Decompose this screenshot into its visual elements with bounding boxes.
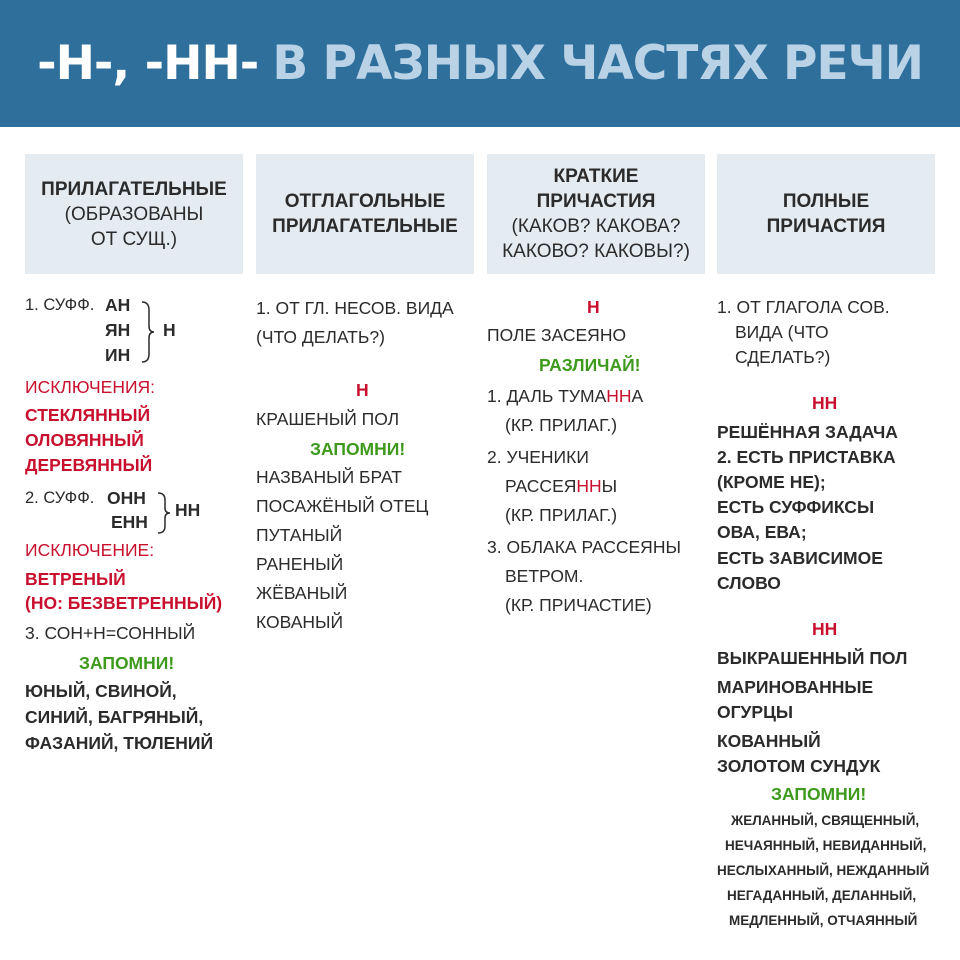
word-item: ЖЁВАНЫЙ — [256, 583, 348, 603]
item-2: 2. УЧЕНИКИ — [487, 447, 589, 467]
example: КОВАННЫЙ — [717, 731, 821, 751]
rule-line: СЛОВО — [717, 573, 781, 593]
item-note: (КР. ПРИЧАСТИЕ) — [505, 595, 652, 615]
rule-3: 3. СОН+Н=СОННЫЙ — [25, 623, 196, 643]
exception-label: ИСКЛЮЧЕНИЕ: — [25, 540, 155, 560]
letter-marker: Н — [356, 380, 369, 400]
exception-word: ВЕТРЕНЫЙ — [25, 569, 126, 589]
exception-note: (НО: БЕЗВЕТРЕННЫЙ) — [25, 593, 223, 613]
suffix-rule-label: 2. СУФФ. — [25, 489, 95, 507]
example: КРАШЕНЫЙ ПОЛ — [256, 409, 400, 429]
small-word-line: МЕДЛЕННЫЙ, ОТЧАЯННЫЙ — [729, 913, 918, 928]
suffix: ЯН — [105, 320, 131, 340]
highlight-nn: НН — [576, 476, 602, 496]
rule-line — [717, 471, 826, 493]
remember-label: ЗАПОМНИ! — [79, 653, 175, 673]
small-word-line: ЖЕЛАННЫЙ, СВЯЩЕННЫЙ, — [731, 813, 920, 828]
rule-text-bold: ОВА, ЕВА — [717, 522, 801, 542]
small-word-line: НЕСЛЫХАННЫЙ, НЕЖДАННЫЙ — [717, 863, 930, 878]
brace-icon — [139, 300, 155, 364]
rule-line: 1. ОТ ГЛ. НЕСОВ. ВИДА — [256, 298, 454, 318]
header-title: ПРИЛАГАТЕЛЬНЫЕ — [41, 178, 227, 200]
suffix: АН — [105, 295, 131, 315]
brace-icon — [155, 491, 171, 535]
header-title: ПРИЧАСТИЯ — [536, 191, 656, 212]
remember-label: ЗАПОМНИ! — [310, 439, 406, 459]
suffix: ОНН — [107, 488, 146, 508]
column-header — [256, 154, 474, 274]
suffix: ИН — [105, 345, 131, 365]
example: ПОЛЕ ЗАСЕЯНО — [487, 325, 627, 345]
rule-text: ; — [800, 522, 807, 542]
highlight-nn: НН — [606, 386, 632, 406]
exception-word: СТЕКЛЯННЫЙ — [25, 405, 151, 425]
rule-line: 2. ЕСТЬ ПРИСТАВКА — [717, 447, 896, 467]
item-text: А — [631, 386, 644, 406]
header-sub: (ОБРАЗОВАНЫ — [64, 203, 204, 225]
header-title: ПРИЛАГАТЕЛЬНЫЕ — [272, 216, 458, 237]
word-item: ПОСАЖЁНЫЙ ОТЕЦ — [256, 496, 429, 516]
item-1 — [487, 385, 643, 407]
item-text: 1. ДАЛЬ ТУМА — [487, 386, 607, 406]
column-header — [717, 154, 935, 274]
title-part1: -Н-, -НН- — [37, 36, 259, 91]
suffix-rule-label: 1. СУФФ. — [25, 296, 95, 314]
small-word-line: НЕЧАЯННЫЙ, НЕВИДАННЫЙ, — [725, 838, 927, 853]
small-word-line: НЕГАДАННЫЙ, ДЕЛАННЫЙ, — [727, 888, 917, 903]
example: ОГУРЦЫ — [717, 702, 794, 722]
item-3-line: ВЕТРОМ. — [505, 566, 584, 586]
word-item: РАНЕНЫЙ — [256, 554, 344, 574]
letter-marker: Н — [587, 297, 600, 317]
letter-marker: НН — [812, 393, 838, 413]
exception-word: ДЕРЕВЯННЫЙ — [25, 455, 153, 475]
word-line: ЮНЫЙ, СВИНОЙ, — [25, 681, 177, 701]
header-title: КРАТКИЕ — [553, 166, 639, 187]
exception-word: ОЛОВЯННЫЙ — [25, 430, 144, 450]
column-header — [487, 154, 705, 274]
example: ВЫКРАШЕННЫЙ ПОЛ — [717, 648, 908, 668]
header-question: (КАКОВ? КАКОВА? — [511, 216, 681, 237]
item-note: (КР. ПРИЛАГ.) — [505, 415, 618, 435]
header-title: ПОЛНЫЕ — [782, 191, 870, 212]
rule-text: (КРОМЕ — [717, 472, 790, 492]
example: ЗОЛОТОМ СУНДУК — [717, 756, 881, 776]
column-adjectives — [25, 154, 243, 753]
distinguish-label: РАЗЛИЧАЙ! — [539, 355, 641, 375]
suffix: ЕНН — [111, 512, 148, 532]
header-sub: ОТ СУЩ.) — [90, 228, 178, 250]
column-verbal-adjectives — [256, 154, 474, 632]
suffix-result: НН — [175, 500, 201, 520]
rule-line: (ЧТО ДЕЛАТЬ?) — [256, 327, 385, 347]
suffix-result: Н — [163, 320, 176, 340]
title-part2: В РАЗНЫХ ЧАСТЯХ РЕЧИ — [272, 36, 923, 91]
word-line: ФАЗАНИЙ, ТЮЛЕНИЙ — [25, 733, 214, 753]
item-3: 3. ОБЛАКА РАССЕЯНЫ — [487, 537, 681, 557]
rule-line: ЕСТЬ ЗАВИСИМОЕ — [717, 548, 883, 568]
word-line: СИНИЙ, БАГРЯНЫЙ, — [25, 707, 204, 727]
column-short-participles — [487, 154, 705, 615]
item-2-word — [505, 475, 617, 497]
word-item: ПУТАНЫЙ — [256, 525, 343, 545]
item-text: РАССЕЯ — [505, 476, 577, 496]
remember-label: ЗАПОМНИ! — [771, 784, 867, 804]
header-title: ОТГЛАГОЛЬНЫЕ — [284, 191, 446, 212]
word-item: КОВАНЫЙ — [256, 612, 344, 632]
item-note: (КР. ПРИЛАГ.) — [505, 505, 618, 525]
word-item: НАЗВАНЫЙ БРАТ — [256, 467, 402, 487]
exceptions-label: ИСКЛЮЧЕНИЯ: — [25, 377, 156, 397]
rule-text-bold: НЕ — [789, 472, 814, 492]
rule-text: ); — [814, 472, 826, 492]
header-title: ПРИЧАСТИЯ — [766, 216, 886, 237]
column-full-participles — [717, 154, 935, 928]
rule-line: ЕСТЬ СУФФИКСЫ — [717, 497, 875, 517]
rule-line: СДЕЛАТЬ?) — [735, 347, 831, 367]
rule-line — [717, 521, 807, 543]
example: МАРИНОВАННЫЕ — [717, 677, 874, 697]
rule-line: ВИДА (ЧТО — [735, 322, 829, 342]
example: РЕШЁННАЯ ЗАДАЧА — [717, 422, 898, 442]
letter-marker: НН — [812, 619, 838, 639]
title-banner — [0, 0, 960, 127]
item-text: Ы — [601, 476, 618, 496]
rule-line: 1. ОТ ГЛАГОЛА СОВ. — [717, 297, 890, 317]
header-question: КАКОВО? КАКОВЫ?) — [502, 241, 690, 262]
column-header — [25, 154, 243, 274]
